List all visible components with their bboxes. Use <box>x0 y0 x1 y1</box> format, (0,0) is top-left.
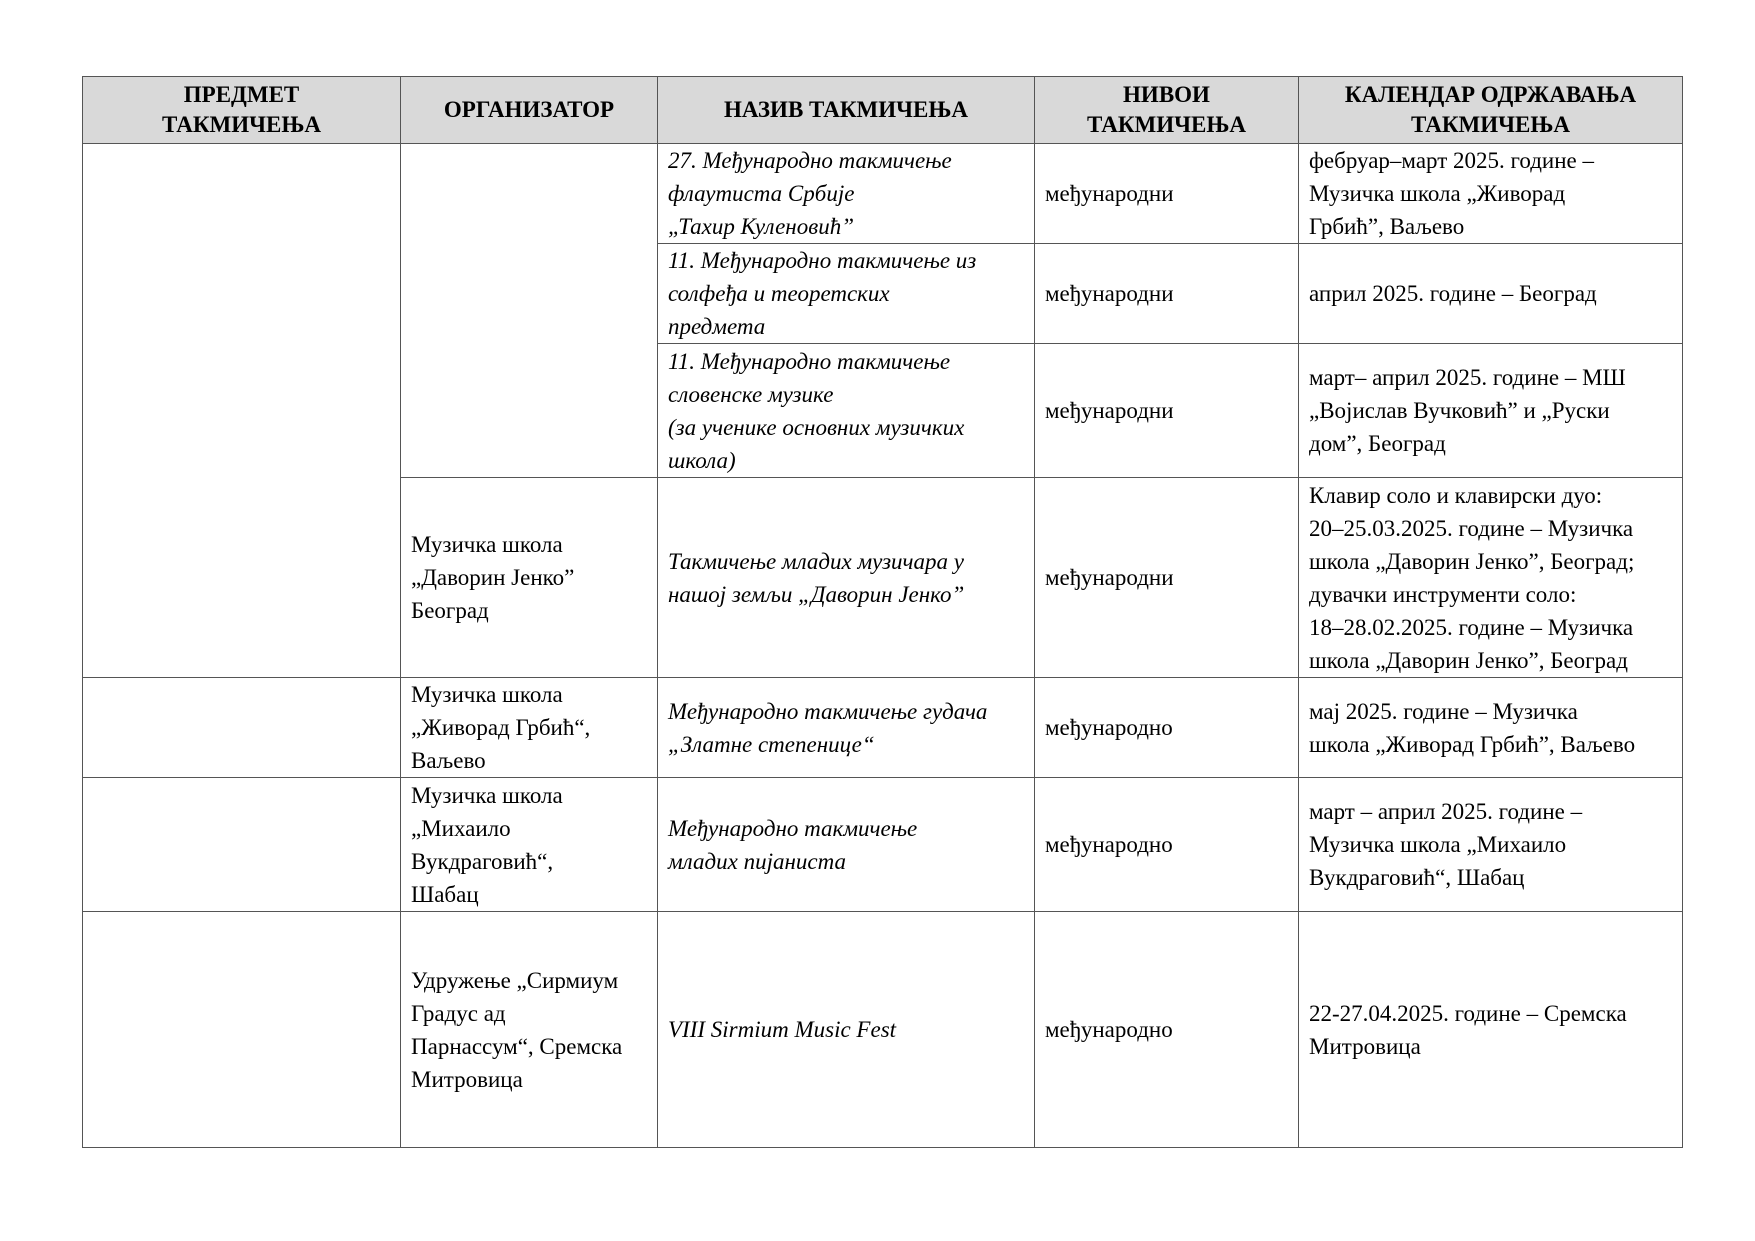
competition-name-cell: Такмичење младих музичара у нашој земљи „Даворин Јенко” <box>658 478 1035 678</box>
calendar-cell: мај 2025. године – Музичка школа „Живорад Грбић”, Ваљево <box>1299 678 1683 778</box>
subject-cell <box>83 912 401 1148</box>
subject-cell <box>83 144 401 678</box>
competition-name-cell: 11. Међународно такмичење из солфеђа и теоретских предмета <box>658 244 1035 344</box>
level-cell: међународно <box>1035 912 1299 1148</box>
header-name: НАЗИВ ТАКМИЧЕЊА <box>658 77 1035 144</box>
organizer-cell: Музичка школа „Михаило Вукдраговић“, Шабац <box>401 778 658 912</box>
level-cell: међународни <box>1035 144 1299 244</box>
level-cell: међународно <box>1035 678 1299 778</box>
calendar-cell: Клавир соло и клавирски дуо: 20–25.03.2025. године – Музичка школа „Даворин Јенко”, Београд; дувачки инструменти соло: 18–28.02.2025. године – Музичка школа „Даворин Јенко”, Београд <box>1299 478 1683 678</box>
calendar-cell: април 2025. године – Београд <box>1299 244 1683 344</box>
header-organizer: ОРГАНИЗАТОР <box>401 77 658 144</box>
competition-name-cell: 27. Међународно такмичење флаутиста Србије „Тахир Куленовић” <box>658 144 1035 244</box>
level-cell: међународни <box>1035 344 1299 478</box>
organizer-cell: Музичка школа „Живорад Грбић“, Ваљево <box>401 678 658 778</box>
level-cell: међународно <box>1035 778 1299 912</box>
calendar-cell: март– април 2025. године – МШ „Војислав Вучковић” и „Руски дом”, Београд <box>1299 344 1683 478</box>
subject-cell <box>83 678 401 778</box>
competition-name-cell: VIII Sirmium Music Fest <box>658 912 1035 1148</box>
calendar-cell: март – април 2025. године – Музичка школа „Михаило Вукдраговић“, Шабац <box>1299 778 1683 912</box>
organizer-cell: Музичка школа „Даворин Јенко” Београд <box>401 478 658 678</box>
header-subject: ПРЕДМЕТ ТАКМИЧЕЊА <box>83 77 401 144</box>
level-cell: међународни <box>1035 478 1299 678</box>
competition-name-cell: 11. Међународно такмичење словенске музике (за ученике основних музичких школа) <box>658 344 1035 478</box>
header-level: НИВОИ ТАКМИЧЕЊА <box>1035 77 1299 144</box>
subject-cell <box>83 778 401 912</box>
header-calendar: КАЛЕНДАР ОДРЖАВАЊА ТАКМИЧЕЊА <box>1299 77 1683 144</box>
competition-name-cell: Међународно такмичење гудача „Златне степенице“ <box>658 678 1035 778</box>
header-row <box>83 77 1683 144</box>
table-row <box>83 144 1683 244</box>
competition-name-cell: Међународно такмичење младих пијаниста <box>658 778 1035 912</box>
organizer-cell: Удружење „Сирмиум Градус ад Парнассум“, Сремска Митровица <box>401 912 658 1148</box>
organizer-cell <box>401 144 658 478</box>
table-row <box>83 912 1683 1148</box>
calendar-cell: фебруар–март 2025. године – Музичка школа „Живорад Грбић”, Ваљево <box>1299 144 1683 244</box>
table-row <box>83 678 1683 778</box>
table-row <box>83 778 1683 912</box>
competitions-table <box>82 76 1683 1148</box>
level-cell: међународни <box>1035 244 1299 344</box>
calendar-cell: 22-27.04.2025. године – Сремска Митровица <box>1299 912 1683 1148</box>
